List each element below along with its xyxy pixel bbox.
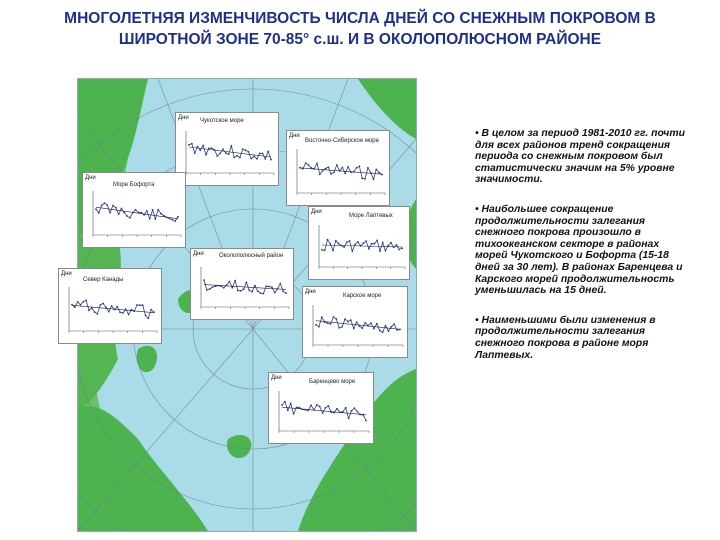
inset-title: Околополюсный район — [219, 253, 284, 259]
inset-east-siberian-sea — [286, 130, 390, 206]
inset-chart — [303, 287, 407, 357]
inset-title: Баренцево море — [309, 379, 356, 385]
inset-barents-sea — [268, 372, 374, 444]
inset-title: Карское море — [343, 293, 382, 299]
inset-chart — [309, 207, 409, 279]
inset-chukchi-sea — [175, 112, 279, 186]
inset-unit: Дни — [193, 251, 204, 257]
inset-chart — [176, 113, 278, 185]
inset-unit: Дни — [305, 289, 316, 295]
note-2: • Наибольшее сокращение продолжительности залегания снежного покрова произошло в тихоокеанском секторе в районах морей Чукотского и Бофорта (15-18 дней за 30 лет). В районах Баренцева и Карского морей продолжительность уменьшилась на 15 дней. — [475, 203, 683, 297]
inset-chart — [269, 373, 373, 443]
inset-unit: Дни — [271, 375, 282, 381]
inset-near-pole — [190, 248, 294, 320]
inset-unit: Дни — [178, 115, 189, 121]
inset-north-canada — [58, 268, 162, 344]
note-1: • В целом за период 1981-2010 гг. почти для всех районов тренд сокращения периода со снежным покровом был статистически значим на 5% уровне значимости. — [475, 128, 685, 186]
inset-kara-sea — [302, 286, 408, 358]
inset-title: Восточно-Сибирское море — [305, 138, 379, 144]
title-line-2: ШИРОТНОЙ ЗОНЕ 70-85° с.ш. И В ОКОЛОПОЛЮСНОМ РАЙОНЕ — [118, 31, 602, 48]
inset-beaufort-sea — [82, 172, 186, 248]
note-3: • Наименьшими были изменения в продолжительности залегания снежного покрова в районе моря Лаптевых. — [475, 314, 656, 361]
inset-title: Море Бофорта — [113, 182, 155, 188]
inset-chart — [287, 131, 389, 205]
inset-title: Чукотское море — [200, 118, 244, 124]
title-line-1: МНОГОЛЕТНЯЯ ИЗМЕНЧИВОСТЬ ЧИСЛА ДНЕЙ СО СНЕЖНЫМ ПОКРОВОМ В — [64, 10, 656, 27]
page-title — [0, 8, 720, 50]
inset-chart — [59, 269, 161, 343]
inset-laptev-sea — [308, 206, 410, 280]
inset-unit: Дни — [289, 133, 300, 139]
inset-unit: Дни — [311, 209, 322, 215]
inset-unit: Дни — [85, 175, 96, 181]
inset-chart — [191, 249, 293, 319]
inset-unit: Дни — [61, 271, 72, 277]
notes — [475, 128, 690, 379]
inset-title: Север Канады — [83, 277, 124, 283]
inset-chart — [83, 173, 185, 247]
inset-title: Море Лаптевых — [349, 213, 393, 219]
